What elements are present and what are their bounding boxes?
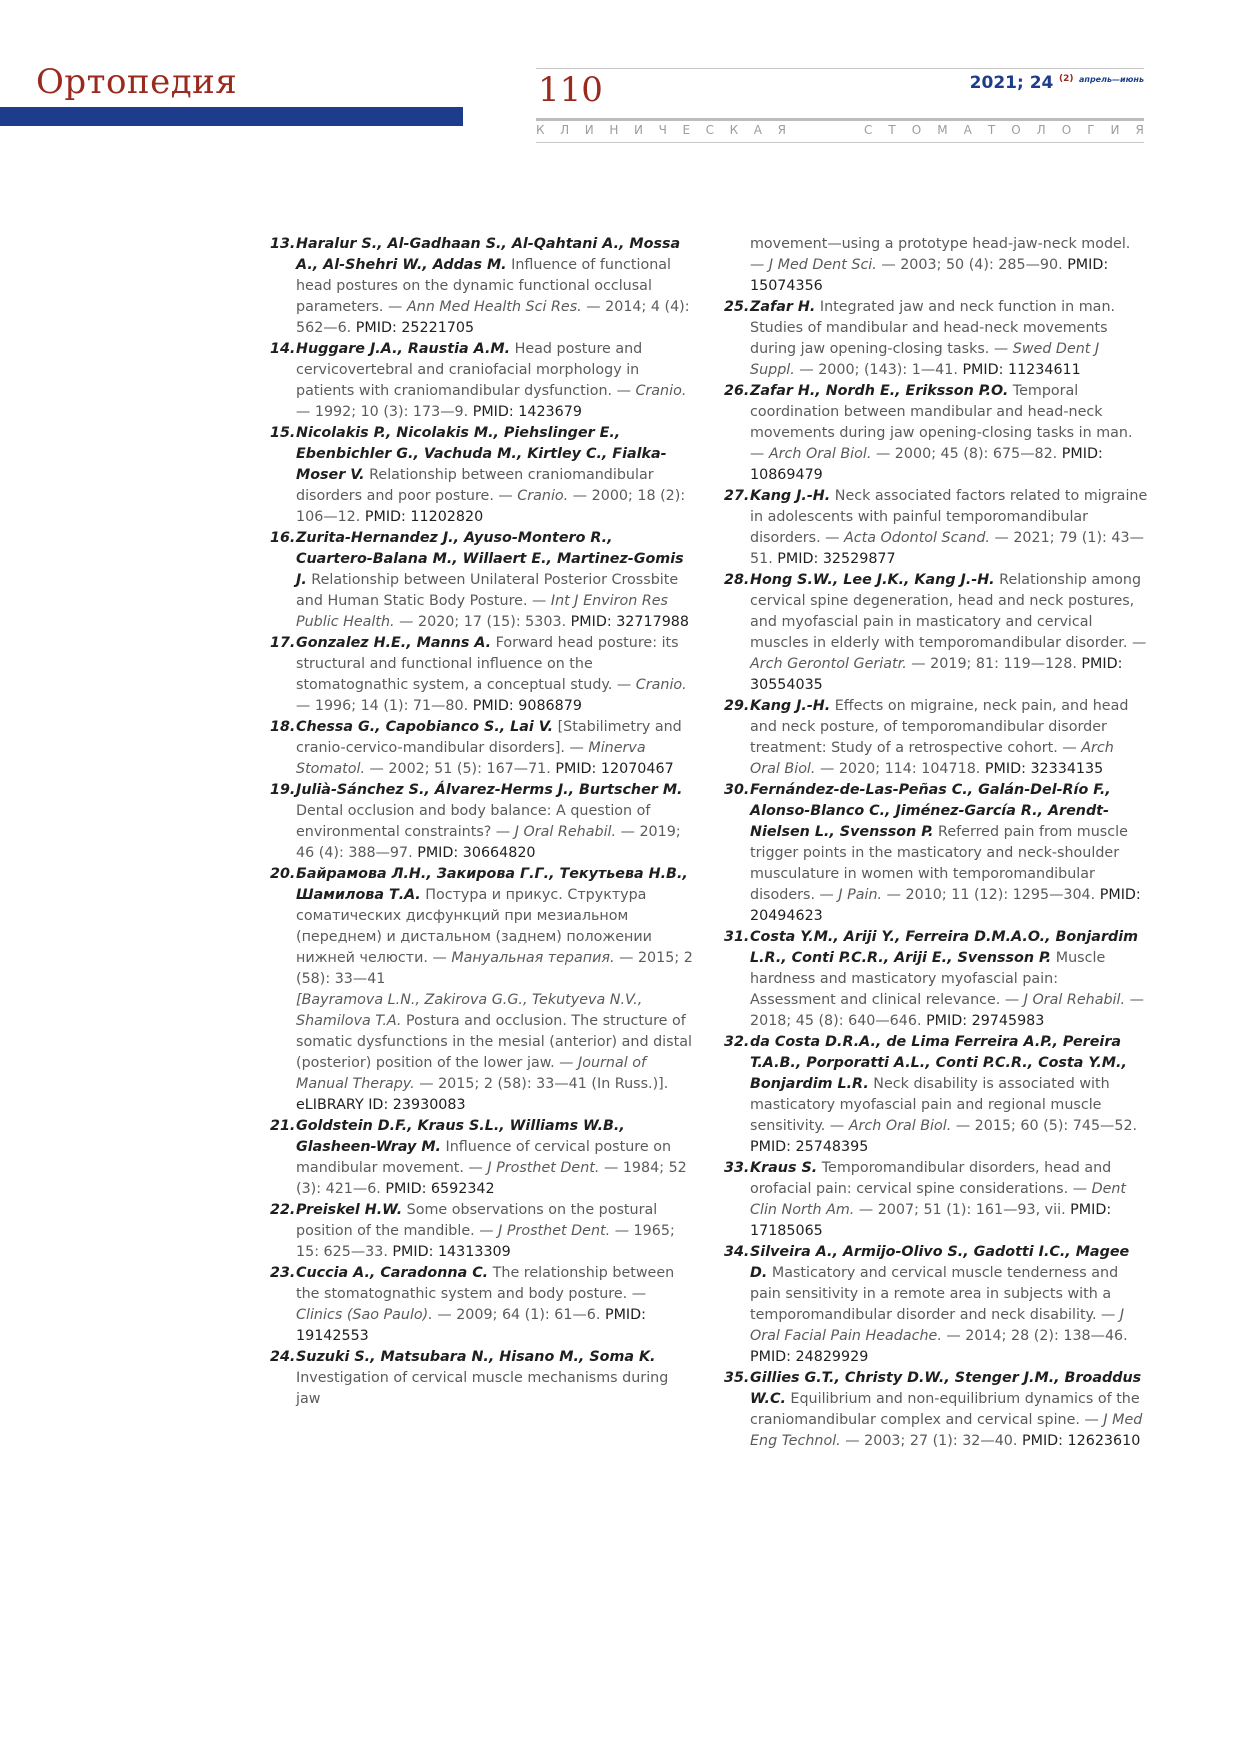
reference-24-continuation: movement—using a prototype head-jaw-neck model. — J Med Dent Sci. — 2003; 50 (4): 285—90. PMID: 15074356 [750,236,1131,294]
reference-18: 18. Chessa G., Capobianco S., Lai V. [Stabilimetry and cranio-cervico-mandibular disorders]. — Minerva Stomatol. — 2002; 51 (5): 167—71. PMID: 12070467 [270,719,682,777]
reference-33: 33. Kraus S. Temporomandibular disorders, head and orofacial pain: cervical spine considerations. — Dent Clin North Am. — 2007; 51 (1): 161—93, vii. PMID: 17185065 [724,1160,1127,1239]
reference-31: 31. Costa Y.M., Ariji Y., Ferreira D.M.A.O., Bonjardim L.R., Conti P.C.R., Ariji E., Svensson P. Muscle hardness and masticatory myofascial pain: Assessment and clinical relevance. — J Oral Rehabil. — 2018; 45 (8): 640—646. PMID: 29745983 [724,929,1144,1029]
journal-letter: Я [1135,123,1144,137]
issue-year: 2021; 24 [969,73,1054,93]
reference-25: 25. Zafar H. Integrated jaw and neck function in man. Studies of mandibular and head-neck movements during jaw opening-closing tasks. — Swed Dent J Suppl. — 2000; (143): 1—41. PMID: 11234611 [724,299,1116,378]
reference-21: 21. Goldstein D.F., Kraus S.L., Williams W.B., Glasheen-Wray M. Influence of cervical posture on mandibular movement. — J Prosthet Dent. — 1984; 52 (3): 421—6. PMID: 6592342 [270,1118,687,1197]
header-bottom-rule [536,142,1144,143]
reference-29: 29. Kang J.-H. Effects on migraine, neck pain, and head and neck posture, of temporomandibular disorder treatment: Study of a retrospective cohort. — Arch Oral Biol. — 2020; 114: 104718. PMID: 32334135 [724,698,1129,777]
reference-28: 28. Hong S.W., Lee J.K., Kang J.-H. Relationship among cervical spine degeneration, head and neck postures, and myofascial pain in masticatory and cervical muscles in elderly with temporomandibular disorder. — Arch Gerontol Geriatr. — 2019; 81: 119—128. PMID: 30554035 [724,572,1147,693]
journal-letter: О [1061,123,1072,137]
reference-32: 32. da Costa D.R.A., de Lima Ferreira A.P., Pereira T.A.B., Porporatti A.L., Conti P.C.R., Costa Y.M., Bonjardim L.R. Neck disability is associated with masticatory myofascial pain and regional muscle sensitivity. — Arch Oral Biol. — 2015; 60 (5): 745—52. PMID: 25748395 [724,1034,1138,1155]
reference-22: 22. Preiskel H.W. Some observations on the postural position of the mandible. — J Prosthet Dent. — 1965; 15: 625—33. PMID: 14313309 [270,1202,675,1260]
journal-letter: Л [1036,123,1046,137]
reference-16: 16. Zurita-Hernandez J., Ayuso-Montero R., Cuartero-Balana M., Willaert E., Martinez-Gomis J. Relationship between Unilateral Posterior Crossbite and Human Static Body Posture. — Int J Environ Res Public Health. — 2020; 17 (15): 5303. PMID: 32717988 [270,530,689,630]
journal-name [536,123,1144,141]
journal-letter: О [911,123,922,137]
journal-letters-2 [864,123,1144,141]
journal-letter: Ч [658,123,667,137]
issue-info [970,73,1144,93]
reference-17: 17. Gonzalez H.E., Manns A. Forward head posture: its structural and functional influence on the stomatognathic system, a conceptual study. — Cranio. — 1996; 14 (1): 71—80. PMID: 9086879 [270,635,687,714]
header-mid-rule [536,118,1144,121]
journal-letter: Т [987,123,996,137]
section-color-bar [0,107,463,126]
journal-letters-1 [536,123,786,141]
reference-30: 30. Fernández-de-Las-Peñas C., Galán-Del-Río F., Alonso-Blanco C., Jiménez-García R., Arendt-Nielsen L., Svensson P. Referred pain from muscle trigger points in the masticatory and neck-shoulder musculature in women with temporomandibular disoders. — J Pain. — 2010; 11 (12): 1295—304. PMID: 20494623 [724,782,1141,924]
issue-months: апрель—июнь [1079,75,1144,84]
references-left-column [270,234,694,1410]
journal-letter: Н [609,123,619,137]
journal-letter: К [536,123,545,137]
journal-letter: С [864,123,873,137]
journal-letter: М [937,123,948,137]
journal-letter: И [584,123,594,137]
journal-letter: И [634,123,643,137]
issue-number: (2) [1058,74,1074,84]
journal-letter: О [1011,123,1021,137]
reference-24: 24. Suzuki S., Matsubara N., Hisano M., Soma K. Investigation of cervical muscle mechanisms during jaw [270,1349,669,1407]
reference-26: 26. Zafar H., Nordh E., Eriksson P.O. Temporal coordination between mandibular and head-neck movements during jaw opening-closing tasks in man. — Arch Oral Biol. — 2000; 45 (8): 675—82. PMID: 10869479 [724,383,1133,483]
reference-35: 35. Gillies G.T., Christy D.W., Stenger J.M., Broaddus W.C. Equilibrium and non-equilibrium dynamics of the craniomandibular complex and cervical spine. — J Med Eng Technol. — 2003; 27 (1): 32—40. PMID: 12623610 [724,1370,1143,1449]
section-title: Ортопедия [36,62,238,102]
journal-letter: А [963,123,972,137]
reference-20: 20. Байрамова Л.Н., Закирова Г.Г., Текутьева Н.В., Шамилова Т.А. Постура и прикус. Структура соматических дисфункций при мезиальном (переднем) и дистальном (заднем) положении нижней челюсти. — Мануальная терапия. — 2015; 2 (58): 33—41 [Bayramova L.N., Zakirova G.G., Tekutyeva N.V., Shamilova T.A. Postura and occlusion. The structure of somatic dysfunctions in the mesial (anterior) and distal (posterior) position of the lower jaw. — Journal of Manual Therapy. — 2015; 2 (58): 33—41 (In Russ.)]. eLIBRARY ID: 23930083 [270,866,693,1113]
journal-letter: С [705,123,715,137]
journal-letter: И [1110,123,1120,137]
reference-23: 23. Cuccia A., Caradonna C. The relationship between the stomatognathic system and body posture. — Clinics (Sao Paulo). — 2009; 64 (1): 61—6. PMID: 19142553 [270,1265,675,1344]
reference-15: 15. Nicolakis P., Nicolakis M., Piehslinger E., Ebenbichler G., Vachuda M., Kirtley C., Fialka-Moser V. Relationship between craniomandibular disorders and poor posture. — Cranio. — 2000; 18 (2): 106—12. PMID: 11202820 [270,425,686,525]
reference-19: 19. Julià-Sánchez S., Álvarez-Herms J., Burtscher M. Dental occlusion and body balance: A question of environmental constraints? — J Oral Rehabil. — 2019; 46 (4): 388—97. PMID: 30664820 [270,782,683,861]
journal-letter: Т [888,123,896,137]
reference-34: 34. Silveira A., Armijo-Olivo S., Gadotti I.C., Magee D. Masticatory and cervical muscle tenderness and pain sensitivity in a remote area in subjects with a temporomandibular disorder and neck disability. — J Oral Facial Pain Headache. — 2014; 28 (2): 138—46. PMID: 24829929 [724,1244,1130,1365]
references-right-column [724,234,1148,1452]
journal-letter: Я [777,123,786,137]
journal-letter: Е [682,123,691,137]
journal-letter: Г [1087,123,1095,137]
reference-13: 13. Haralur S., Al-Gadhaan S., Al-Qahtani A., Mossa A., Al-Shehri W., Addas M. Influence of functional head postures on the dynamic functional occlusal parameters. — Ann Med Health Sci Res. — 2014; 4 (4): 562—6. PMID: 25221705 [270,236,690,336]
journal-letter: А [753,123,763,137]
header-top-rule [536,68,1144,69]
reference-27: 27. Kang J.-H. Neck associated factors related to migraine in adolescents with painful temporomandibular disorders. — Acta Odontol Scand. — 2021; 79 (1): 43—51. PMID: 32529877 [724,488,1148,567]
reference-14: 14. Huggare J.A., Raustia A.M. Head posture and cervicovertebral and craniofacial morphology in patients with craniomandibular dysfunction. — Cranio. — 1992; 10 (3): 173—9. PMID: 1423679 [270,341,687,420]
page-number: 110 [538,70,603,110]
journal-letter: К [729,123,739,137]
journal-letter: Л [560,123,570,137]
